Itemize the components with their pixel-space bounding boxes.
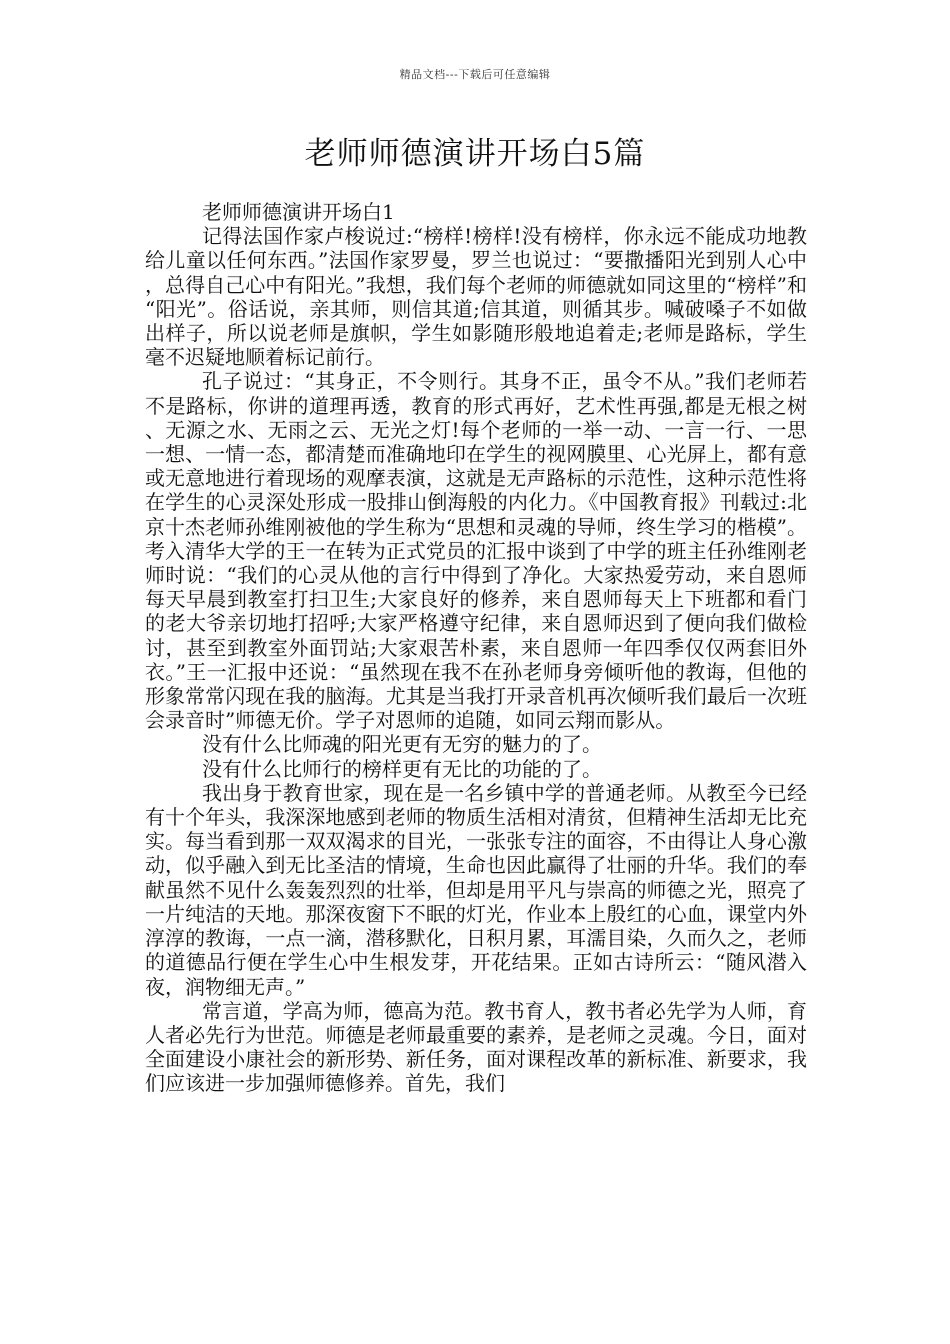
paragraph: 记得法国作家卢梭说过:“榜样!榜样!没有榜样，你永远不能成功地教给儿童以任何东西。”法国作家罗曼，罗兰也说过：“要撒播阳光到别人心中，总得自己心中有阳光。”我想，我们每个老师的师德就如同这里的“榜样”和“阳光”。俗话说，亲其师，则信其道;信其道，则循其步。喊破嗓子不如做出样子，所以说老师是旗帜，学生如影随形般地追着走;老师是路标，学生毫不迟疑地顺着标记前行。	[145, 224, 807, 370]
document-title: 老师师德演讲开场白5篇	[304, 136, 646, 172]
paragraph: 没有什么比师魂的阳光更有无穷的魅力的了。	[202, 732, 602, 757]
header-note: 精品文档---下载后可任意编辑	[399, 68, 551, 81]
paragraph: 孔子说过：“其身正，不令则行。其身不正，虽令不从。”我们老师若不是路标，你讲的道理再透，教育的形式再好，艺术性再强,都是无根之树、无源之水、无雨之云、无光之灯!每个老师的一举一动、一言一行、一思一想、一情一态，都清楚而准确地印在学生的视网膜里、心光屏上，都有意或无意地进行着现场的观摩表演，这就是无声路标的示范性，这种示范性将在学生的心灵深处形成一股排山倒海般的内化力。《中国教育报》刊载过:北京十杰老师孙维刚被他的学生称为“思想和灵魂的导师，终生学习的楷模”。考入清华大学的王一在转为正式党员的汇报中谈到了中学的班主任孙维刚老师时说：“我们的心灵从他的言行中得到了净化。大家热爱劳动，来自恩师每天早晨到教室打扫卫生;大家良好的修养，来自恩师每天上下班都和看门的老大爷亲切地打招呼;大家严格遵守纪律，来自恩师迟到了便向我们做检讨，甚至到教室外面罚站;大家艰苦朴素，来自恩师一年四季仅仅两套旧外衣。”王一汇报中还说：“虽然现在我不在孙老师身旁倾听他的教诲，但他的形象常常闪现在我的脑海。尤其是当我打开录音机再次倾听我们最后一次班会录音时”师德无价。学子对恩师的追随，如同云翔而影从。	[145, 369, 807, 733]
paragraph: 没有什么比师行的榜样更有无比的功能的了。	[202, 756, 602, 781]
document-body	[145, 200, 807, 1096]
section-heading: 老师师德演讲开场白1	[202, 200, 395, 224]
paragraph: 常言道，学高为师，德高为范。教书育人，教书者必先学为人师，育人者必先行为世范。师德是老师最重要的素养，是老师之灵魂。今日，面对全面建设小康社会的新形势、新任务，面对课程改革的新标准、新要求，我们应该进一步加强师德修养。首先，我们	[145, 998, 807, 1096]
paragraph: 我出身于教育世家，现在是一名乡镇中学的普通老师。从教至今已经有十个年头，我深深地感到老师的物质生活相对清贫，但精神生活却无比充实。每当看到那一双双渴求的目光，一张张专注的面容，不由得让人身心激动，似乎融入到无比圣洁的情境，生命也因此赢得了壮丽的升华。我们的奉献虽然不见什么轰轰烈烈的壮举，但却是用平凡与崇高的师德之光，照亮了一片纯洁的天地。那深夜窗下不眠的灯光，作业本上殷红的心血，课堂内外淳淳的教诲，一点一滴，潜移默化，日积月累，耳濡目染，久而久之，老师的道德品行便在学生心中生根发芽，开花结果。正如古诗所云：“随风潜入夜，润物细无声。”	[145, 780, 807, 999]
